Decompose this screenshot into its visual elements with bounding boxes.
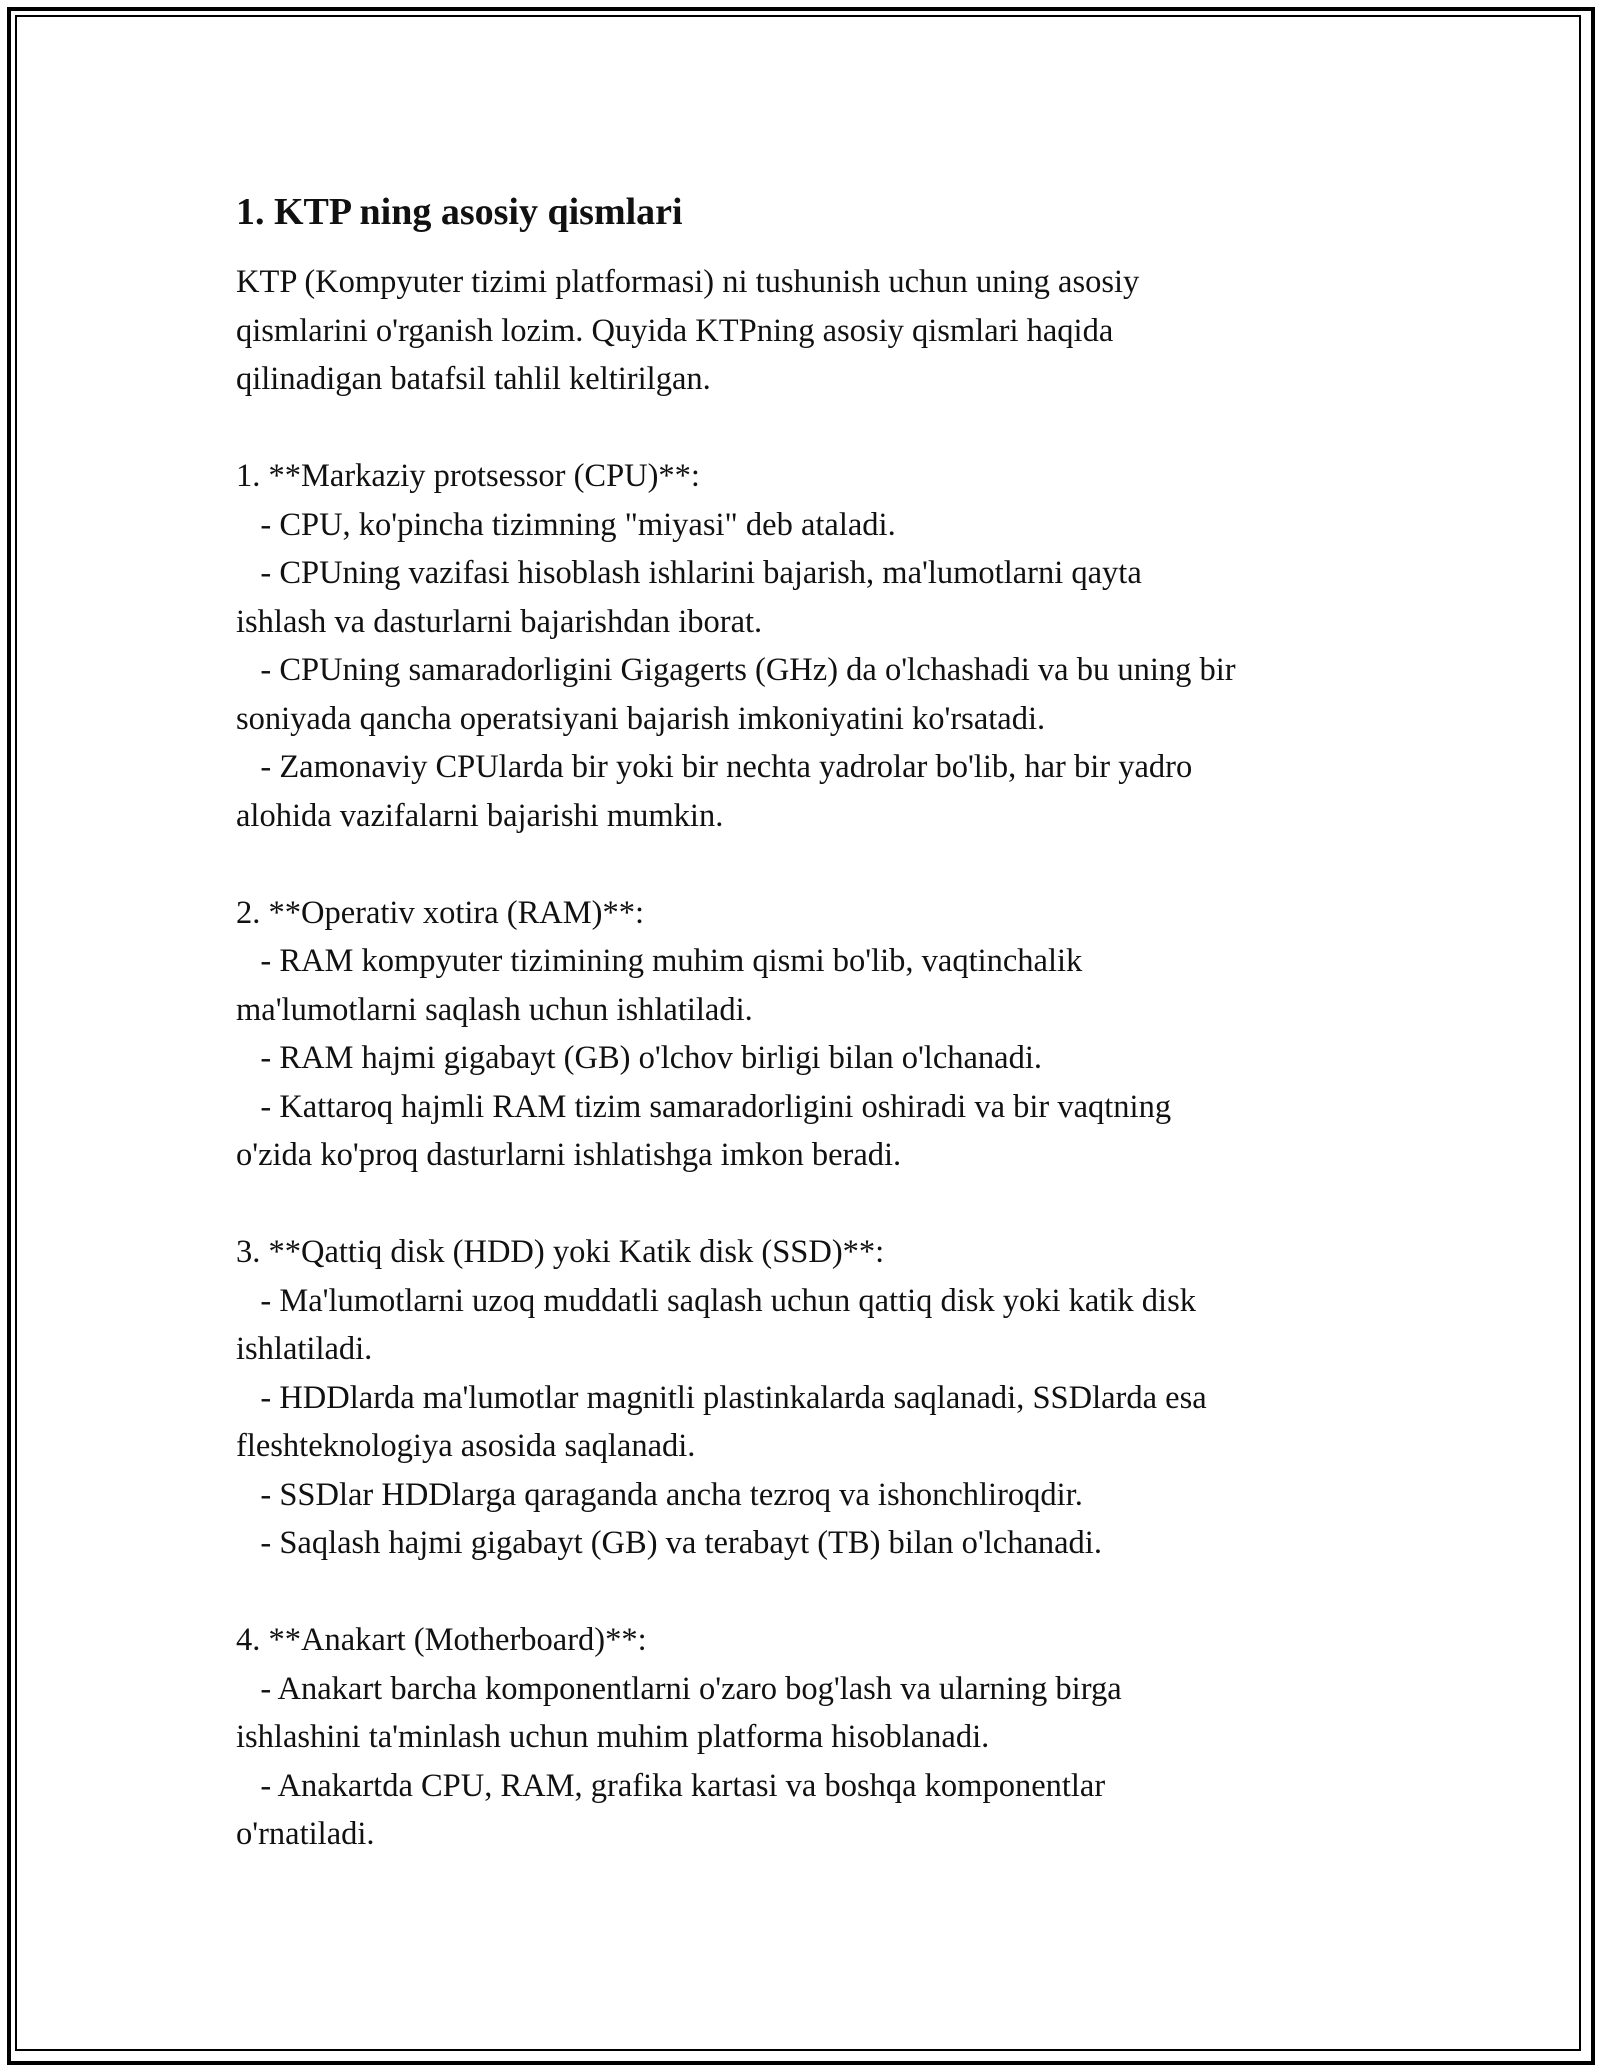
intro-line: qilinadigan batafsil tahlil keltirilgan. (236, 361, 711, 397)
intro-line: KTP (Kompyuter tizimi platformasi) ni tushunish uchun uning asosiy (236, 264, 1140, 300)
section-line: soniyada qancha operatsiyani bajarish imkoniyatini ko'rsatadi. (236, 700, 1046, 737)
section-line: - RAM kompyuter tizimining muhim qismi bo'lib, vaqtinchalik (236, 943, 1083, 979)
section-line: - Ma'lumotlarni uzoq muddatli saqlash uchun qattiq disk yoki katik disk (236, 1282, 1196, 1319)
section-line: ishlashini ta'minlash uchun muhim platforma hisoblanadi. (236, 1719, 990, 1755)
section-line: - CPUning samaradorligini Gigagerts (GHz) da o'lchashadi va bu uning bir (236, 652, 1236, 688)
section-line: fleshteknologiya asosida saqlanadi. (236, 1428, 696, 1464)
section-line: ishlash va dasturlarni bajarishdan iborat. (236, 603, 763, 640)
section-line: - Anakart barcha komponentlarni o'zaro bog'lash va ularning birga (236, 1670, 1122, 1707)
spacer (236, 1568, 1396, 1617)
section-line: - HDDlarda ma'lumotlar magnitli plastinkalarda saqlanadi, SSDlarda esa (236, 1379, 1207, 1416)
document-body (236, 186, 1396, 1859)
spacer (236, 1180, 1396, 1229)
section-heading: 4. **Anakart (Motherboard)**: (236, 1622, 647, 1658)
section-line: - SSDlar HDDlarga qaraganda ancha tezroq va ishonchliroqdir. (236, 1476, 1083, 1513)
section-cpu (236, 452, 1396, 840)
section-storage (236, 1228, 1396, 1568)
section-motherboard (236, 1616, 1396, 1859)
document-title: 1. KTP ning asosiy qismlari (236, 191, 683, 233)
section-line: o'rnatiladi. (236, 1816, 375, 1852)
spacer (236, 404, 1396, 453)
intro-paragraph (236, 258, 1396, 404)
section-line: - CPUning vazifasi hisoblash ishlarini bajarish, ma'lumotlarni qayta (236, 555, 1142, 591)
section-line: - Anakartda CPU, RAM, grafika kartasi va boshqa komponentlar (236, 1767, 1106, 1804)
section-line: o'zida ko'proq dasturlarni ishlatishga imkon beradi. (236, 1137, 902, 1173)
section-line: - RAM hajmi gigabayt (GB) o'lchov birligi bilan o'lchanadi. (236, 1040, 1043, 1076)
section-heading: 3. **Qattiq disk (HDD) yoki Katik disk (SSD)**: (236, 1234, 885, 1270)
section-line: - Kattaroq hajmli RAM tizim samaradorligini oshiradi va bir vaqtning (236, 1088, 1172, 1125)
section-line: - CPU, ko'pincha tizimning "miyasi" deb ataladi. (236, 506, 896, 543)
section-line: - Zamonaviy CPUlarda bir yoki bir nechta yadrolar bo'lib, har bir yadro (236, 749, 1193, 785)
spacer (236, 840, 1396, 889)
section-line: alohida vazifalarni bajarishi mumkin. (236, 797, 724, 834)
section-line: ma'lumotlarni saqlash uchun ishlatiladi. (236, 991, 753, 1028)
section-ram (236, 889, 1396, 1180)
intro-line: qismlarini o'rganish lozim. Quyida KTPning asosiy qismlari haqida (236, 312, 1114, 349)
section-line: ishlatiladi. (236, 1331, 373, 1367)
section-heading: 1. **Markaziy protsessor (CPU)**: (236, 458, 700, 494)
section-heading: 2. **Operativ xotira (RAM)**: (236, 894, 644, 931)
section-line: - Saqlash hajmi gigabayt (GB) va terabayt (TB) bilan o'lchanadi. (236, 1525, 1102, 1561)
